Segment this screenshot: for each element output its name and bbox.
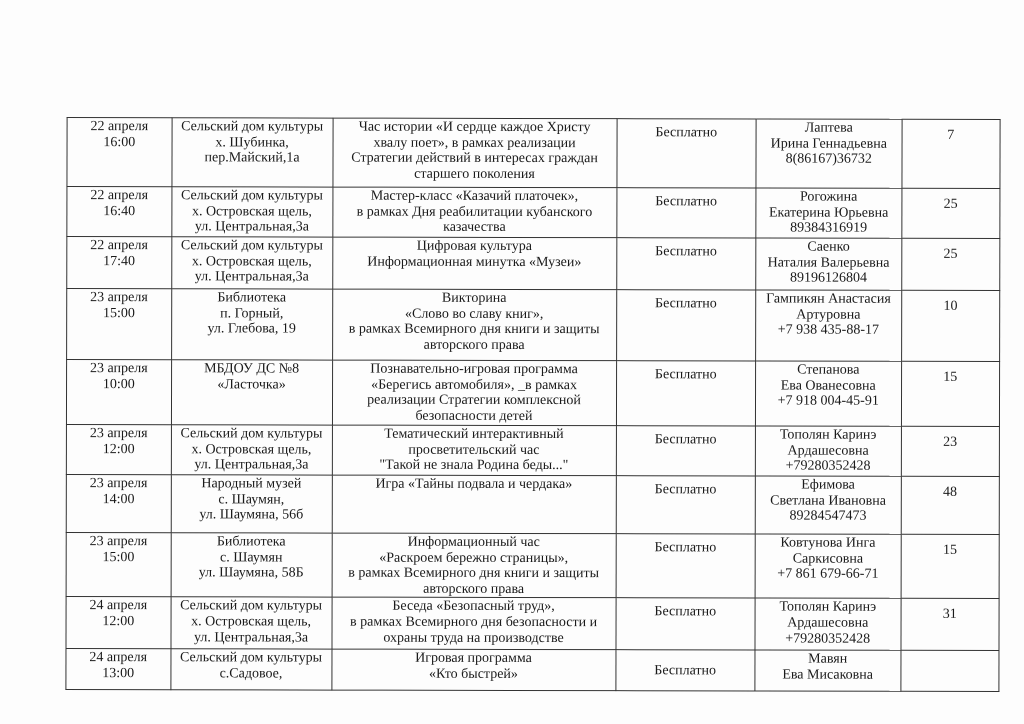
table-row: [66, 533, 999, 599]
contact-line: Ева Ованесовна: [780, 378, 876, 394]
date-cell: [66, 425, 171, 475]
event-line: «Кто быстрей»: [428, 666, 518, 682]
event-cell: [332, 360, 616, 426]
place-line: ул. Шаумяна, 56б: [199, 507, 304, 523]
event-cell: [332, 425, 616, 476]
event-line: Цифровая культура: [416, 238, 532, 254]
count-cell: [901, 361, 1000, 426]
contact-cell: [755, 476, 901, 534]
participant-count: 25: [943, 196, 958, 212]
price-cell: [616, 476, 756, 534]
date-cell: [67, 237, 172, 289]
event-line: реализации Стратегии комплексной: [367, 392, 581, 409]
contact-line: Светлана Ивановна: [770, 493, 886, 509]
date-cell: [67, 289, 172, 360]
date-cell: [66, 597, 171, 649]
event-line: в рамках Всемирного дня книги и защиты: [348, 565, 600, 582]
place-line: Народный музей: [201, 476, 302, 492]
table-row: [66, 649, 999, 692]
event-cell: [332, 533, 616, 598]
event-line: Беседа «Безопасный труд»,: [392, 599, 555, 615]
place-cell: [171, 187, 332, 237]
event-line: казачества: [443, 219, 506, 236]
place-cell: [171, 475, 332, 533]
contact-line: Ардашесовна: [787, 443, 869, 459]
place-line: ул. Шаумяна, 58Б: [198, 565, 304, 581]
date-cell: [66, 649, 171, 690]
event-time: 14:00: [102, 491, 135, 507]
participant-count: 25: [943, 246, 958, 262]
event-cell: [332, 187, 616, 238]
event-line: авторского права: [423, 581, 525, 597]
participant-count: 10: [943, 298, 958, 314]
contact-cell: [756, 290, 902, 361]
contact-line: Ева Мисаковна: [782, 667, 873, 683]
event-time: 16:00: [103, 134, 136, 150]
contact-cell: [755, 598, 901, 650]
price-cell: [616, 119, 756, 188]
date-cell: [67, 118, 172, 187]
event-cell: [332, 118, 616, 188]
contact-line: Мавян: [808, 651, 848, 668]
contact-line: 89284547473: [789, 508, 867, 524]
event-line: охраны труда на производстве: [383, 630, 564, 646]
place-line: пер.Майский,1а: [204, 150, 300, 166]
table-row: [66, 475, 999, 535]
place-cell: [171, 425, 332, 475]
contact-line: Тополян Каринэ: [779, 599, 877, 616]
participant-count: 23: [943, 434, 958, 450]
place-line: ул. Центральная,3а: [194, 629, 309, 646]
place-line: х. Островская щель,: [191, 203, 312, 220]
event-date: 22 апреля: [90, 188, 149, 204]
price-label: Бесплатно: [655, 296, 717, 312]
price-cell: [616, 188, 756, 238]
contact-cell: [755, 361, 901, 426]
event-date: 24 апреля: [89, 650, 148, 666]
event-date: 23 апреля: [89, 476, 148, 492]
event-line: Стратегии действий в интересах граждан: [351, 150, 598, 167]
contact-line: Ковтунова Инга: [780, 535, 876, 551]
price-label: Бесплатно: [655, 194, 718, 210]
place-line: ул. Центральная,3а: [194, 457, 309, 473]
contact-line: Тополян Каринэ: [779, 427, 877, 443]
events-table: [65, 117, 1000, 692]
price-label: Бесплатно: [654, 367, 717, 383]
count-cell: [901, 426, 1000, 476]
contact-line: Ардашесовна: [787, 615, 869, 631]
count-cell: [901, 534, 1000, 599]
event-cell: [331, 649, 615, 691]
place-line: х. Шубинка,: [215, 134, 289, 151]
place-cell: [171, 237, 332, 289]
price-label: Бесплатно: [654, 540, 717, 556]
contact-line: Саркисовна: [792, 551, 864, 567]
event-line: старшего поколения: [414, 166, 535, 182]
count-cell: [901, 238, 1000, 290]
event-line: Час истории «И сердце каждое Христу: [358, 119, 591, 136]
event-cell: [332, 475, 616, 534]
contact-line: +7 861 679-66-71: [777, 566, 879, 582]
place-line: «Ласточка»: [217, 376, 286, 393]
participant-count: 15: [943, 369, 958, 385]
date-cell: [66, 360, 171, 425]
place-line: п. Горный,: [220, 305, 284, 322]
contact-line: Лаптева: [804, 120, 853, 136]
place-line: Сельский дом культуры: [180, 426, 323, 442]
price-cell: [616, 290, 756, 361]
place-line: Сельский дом культуры: [179, 650, 323, 666]
event-date: 22 апреля: [90, 119, 149, 135]
place-line: МБДОУ ДС №8: [204, 361, 300, 377]
event-line: Игра «Тайны подвала и чердака»: [375, 476, 573, 493]
contact-line: +7 938 435-88-17: [777, 322, 880, 338]
contact-cell: [755, 534, 901, 599]
contact-line: +7 918 004-45-91: [777, 393, 879, 409]
contact-line: 89384316919: [790, 220, 868, 236]
event-time: 13:00: [102, 666, 135, 682]
place-line: Сельский дом культуры: [181, 119, 324, 135]
place-line: Сельский дом культуры: [180, 238, 323, 254]
event-line: Игровая программа: [415, 651, 532, 667]
event-time: 17:40: [103, 253, 136, 269]
date-cell: [66, 533, 171, 598]
event-line: «Раскроем бережно страницы»,: [379, 550, 569, 566]
event-line: Информационная минутка «Музеи»: [367, 254, 582, 270]
place-line: с. Шаумян: [219, 549, 283, 566]
place-cell: [171, 597, 332, 649]
place-line: с. Шаумян,: [218, 491, 285, 508]
event-date: 22 апреля: [90, 238, 148, 254]
contact-line: Наталия Валерьевна: [767, 255, 890, 271]
place-cell: [170, 649, 331, 690]
place-line: Сельский дом культуры: [180, 188, 323, 204]
contact-line: Ирина Геннадьевна: [770, 136, 887, 152]
price-cell: [616, 534, 756, 599]
event-line: Познавательно-игровая программа: [370, 361, 578, 378]
table-row: [67, 118, 1000, 189]
event-date: 23 апреля: [89, 361, 148, 377]
contact-cell: [756, 238, 902, 290]
event-line: Информационный час: [407, 534, 540, 551]
contact-line: +79280352428: [785, 458, 871, 474]
place-line: ул. Центральная,3а: [194, 269, 309, 285]
contact-cell: [755, 426, 901, 476]
participant-count: 15: [942, 542, 957, 558]
event-line: "Такой не знала Родина беды...": [379, 457, 569, 474]
event-cell: [332, 597, 616, 650]
count-cell: [901, 119, 1000, 188]
event-time: 16:40: [103, 203, 136, 219]
contact-line: Артуровна: [796, 307, 861, 323]
count-cell: [901, 188, 1000, 238]
place-line: х. Островская щель,: [191, 253, 312, 270]
contact-line: Гампикян Анастасия: [766, 291, 891, 307]
event-time: 15:00: [103, 305, 135, 321]
place-line: Библиотека: [216, 534, 286, 550]
event-date: 23 апреля: [89, 426, 148, 442]
place-line: ул. Центральная,3а: [194, 219, 309, 235]
contact-cell: [755, 650, 901, 691]
event-line: безопасности детей: [415, 408, 533, 424]
contact-line: 89196126804: [789, 270, 867, 286]
event-time: 12:00: [102, 614, 135, 630]
event-line: в рамках Всемирного дня безопасности и: [349, 614, 598, 631]
price-label: Бесплатно: [655, 244, 717, 260]
price-label: Бесплатно: [654, 604, 717, 620]
count-cell: [901, 599, 1000, 651]
participant-count: 48: [943, 484, 958, 500]
place-line: с.Садовое,: [219, 666, 283, 682]
event-date: 23 апреля: [90, 290, 148, 306]
contact-line: Екатерина Юрьевна: [768, 205, 889, 221]
event-time: 15:00: [102, 549, 135, 565]
contact-line: Ефимова: [801, 477, 855, 493]
place-line: Сельский дом культуры: [180, 598, 323, 614]
price-label: Бесплатно: [654, 663, 717, 679]
contact-cell: [756, 119, 902, 188]
table-row: [67, 187, 1000, 239]
price-cell: [615, 650, 755, 691]
event-line: «Слово во славу книг»,: [404, 306, 544, 322]
price-cell: [616, 238, 756, 290]
participant-count: 31: [942, 607, 957, 623]
event-time: 10:00: [102, 376, 135, 392]
table-row: [67, 237, 1000, 291]
event-line: просветительский час: [408, 442, 540, 458]
event-date: 24 апреля: [89, 598, 148, 614]
table-row: [66, 597, 999, 651]
contact-cell: [756, 188, 902, 238]
event-cell: [332, 237, 616, 290]
event-cell: [332, 289, 616, 361]
count-cell: [901, 476, 1000, 534]
place-line: Библиотека: [217, 290, 287, 306]
price-label: Бесплатно: [654, 432, 717, 448]
participant-count: 7: [947, 127, 955, 143]
place-cell: [171, 289, 332, 360]
event-time: 12:00: [102, 441, 135, 457]
table-row: [66, 425, 999, 477]
contact-line: 8(86167)36732: [785, 151, 872, 167]
event-line: хвалу поет», в рамках реализации: [373, 135, 576, 151]
contact-line: +79280352428: [785, 631, 871, 647]
event-date: 23 апреля: [89, 534, 148, 550]
table-row: [66, 360, 999, 427]
count-cell: [900, 651, 999, 692]
place-line: х. Островская щель,: [191, 614, 312, 630]
contact-line: Рогожина: [799, 189, 858, 205]
date-cell: [66, 475, 171, 533]
contact-line: Саенко: [807, 239, 850, 255]
event-line: «Берегись автомобиля», _в рамках: [371, 377, 577, 393]
count-cell: [901, 290, 1000, 361]
place-cell: [172, 118, 333, 187]
price-label: Бесплатно: [654, 482, 717, 498]
table-row: [67, 289, 1000, 362]
price-cell: [616, 426, 756, 476]
place-cell: [171, 360, 332, 425]
event-line: в рамках Всемирного дня книги и защиты: [348, 321, 600, 338]
contact-line: Степанова: [797, 362, 860, 378]
date-cell: [67, 187, 172, 237]
place-line: ул. Глебова, 19: [207, 321, 296, 337]
place-line: х. Островская щель,: [191, 441, 312, 458]
event-line: Викторина: [441, 290, 507, 306]
event-line: Тематический интерактивный: [384, 426, 564, 443]
event-line: авторского права: [423, 337, 525, 353]
event-line: Мастер-класс «Казачий платочек»,: [370, 188, 579, 205]
price-cell: [616, 361, 756, 426]
price-label: Бесплатно: [655, 125, 718, 141]
event-line: в рамках Дня реабилитации кубанского: [356, 204, 593, 220]
place-cell: [171, 533, 332, 598]
price-cell: [616, 598, 756, 650]
